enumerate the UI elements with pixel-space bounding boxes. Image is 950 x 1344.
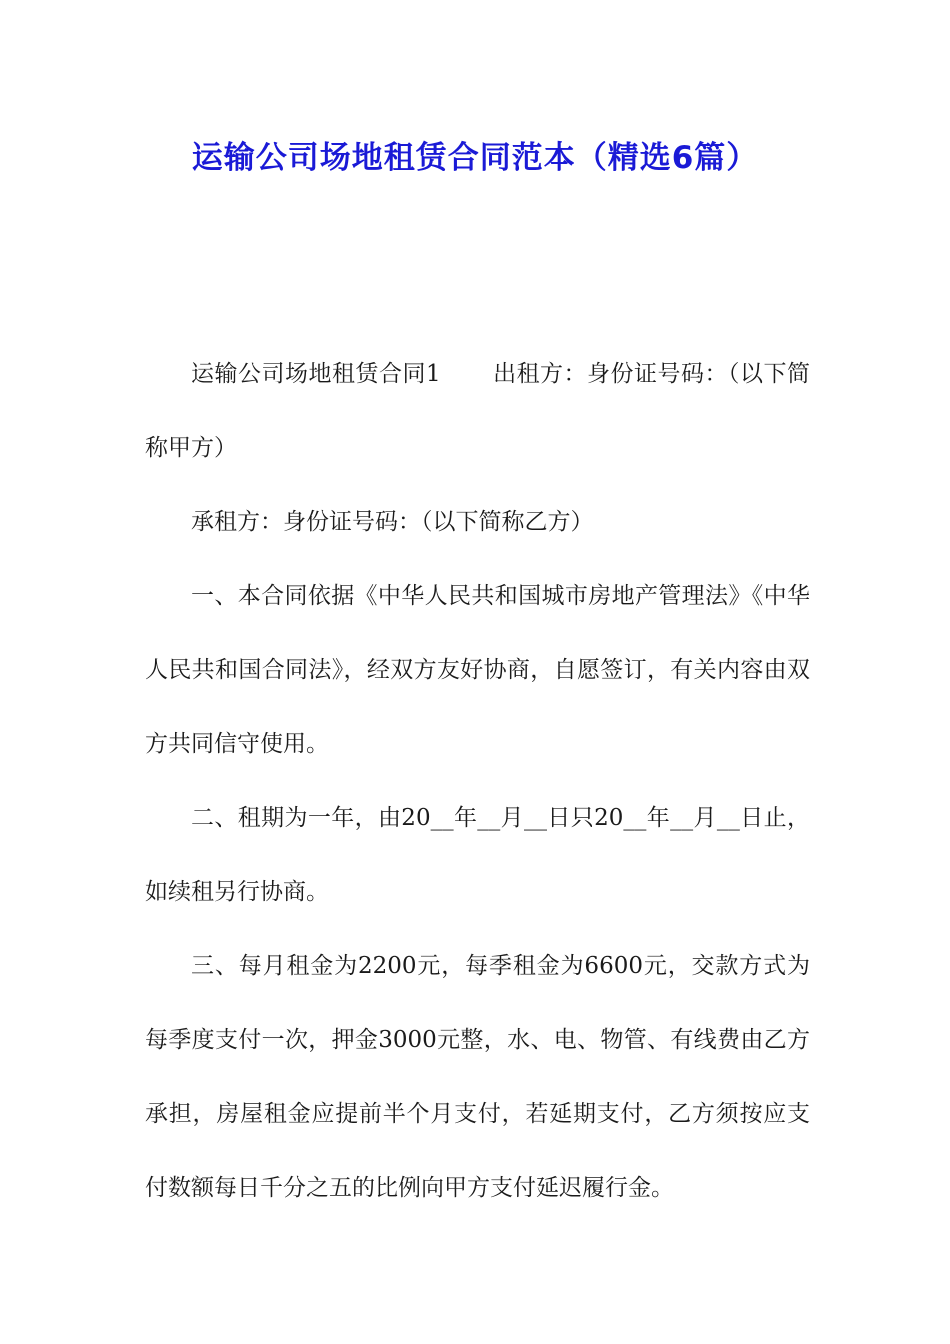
paragraph-clause-1: 一、本合同依据《中华人民共和国城市房地产管理法》《中华人民共和国合同法》，经双方友好协商，自愿签订，有关内容由双方共同信守使用。 xyxy=(145,583,810,757)
contract-heading: 运输公司场地租赁合同1 xyxy=(191,361,441,387)
paragraph-lessee: 承租方：身份证号码：（以下简称乙方） xyxy=(191,509,594,535)
paragraph-clause-3: 三、每月租金为2200元，每季租金为6600元，交款方式为每季度支付一次，押金3000元整，水、电、物管、有线费由乙方承担，房屋租金应提前半个月支付，若延期支付，乙方须按应支付数额每日千分之五的比例向甲方支付延迟履行金。 xyxy=(145,953,810,1201)
document-body xyxy=(145,337,810,1225)
lessor-line: 出租方：身份证号码：（以下简称甲方） xyxy=(145,361,810,461)
document-title: 运输公司场地租赁合同范本（精选6篇） xyxy=(191,140,759,176)
paragraph-clause-2: 二、租期为一年，由20__年__月__日只20__年__月__日止，如续租另行协商。 xyxy=(145,805,810,905)
paragraph-parties-lessor xyxy=(145,337,810,485)
